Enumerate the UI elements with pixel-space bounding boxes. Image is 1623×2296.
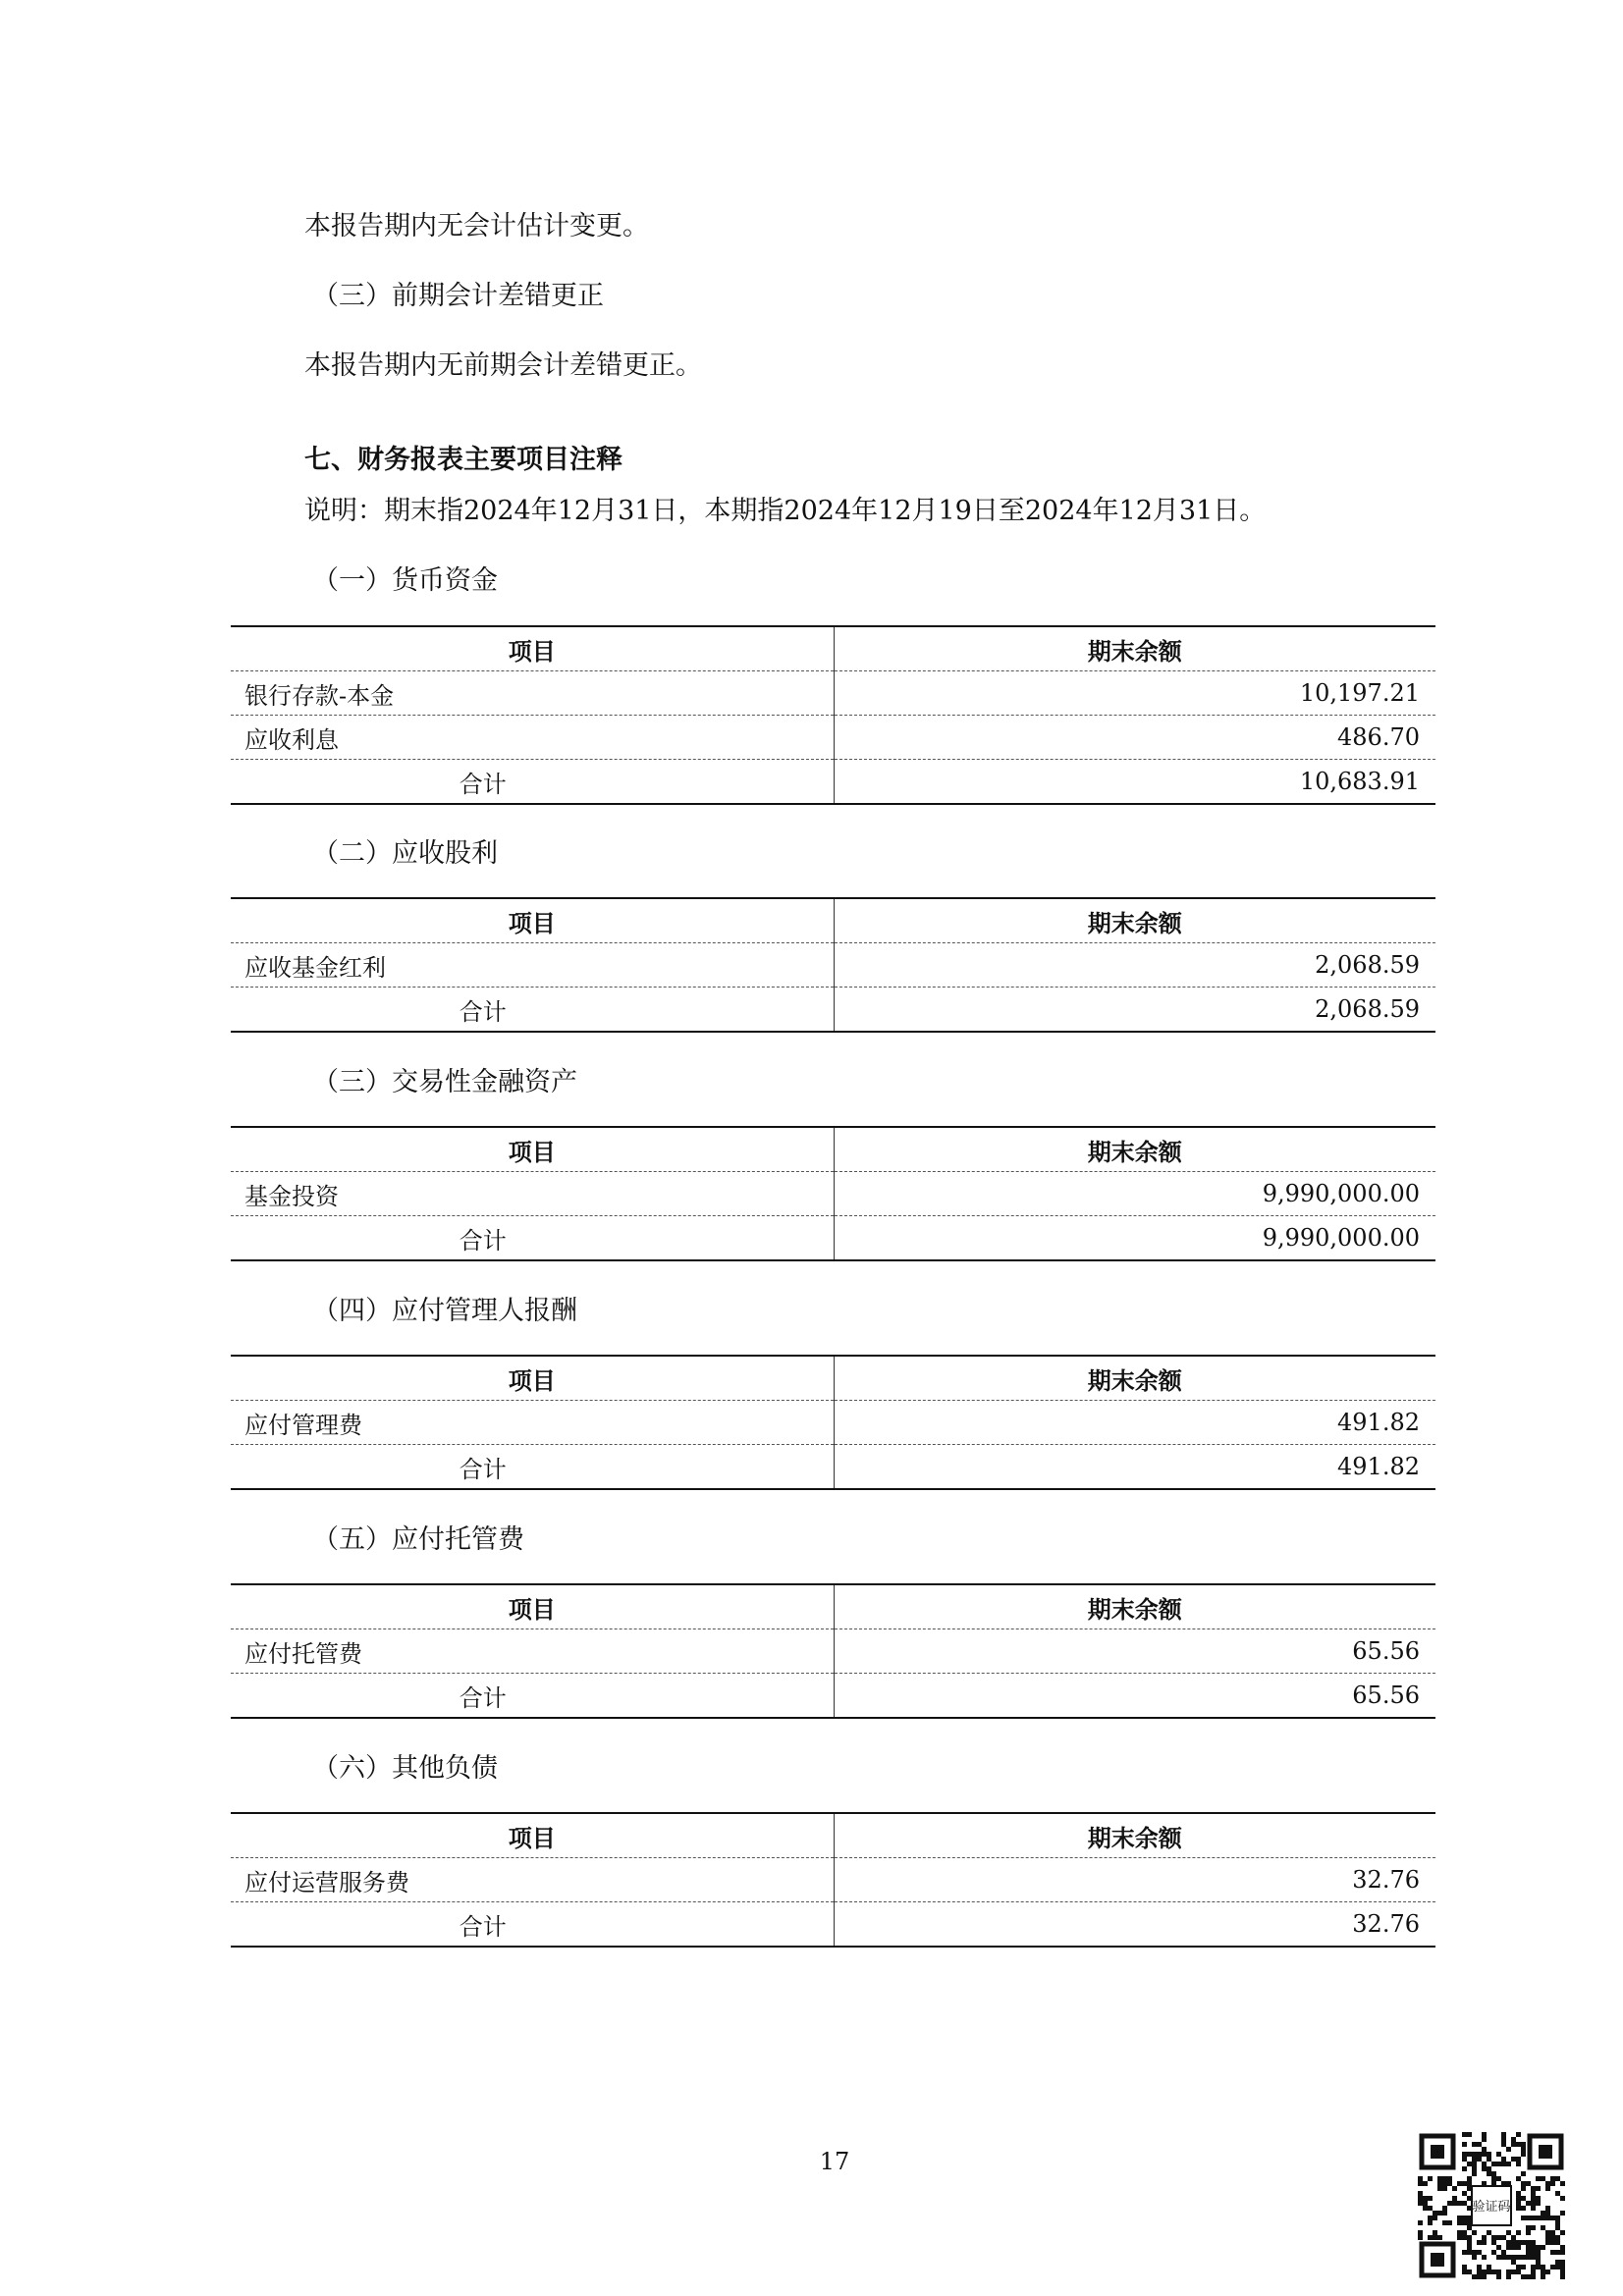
column-header-item: 项目 (231, 1356, 834, 1401)
column-header-ending-balance: 期末余额 (834, 898, 1435, 943)
paragraph-no-estimate-change: 本报告期内无会计估计变更。 (304, 211, 649, 241)
total-value: 9,990,000.00 (834, 1216, 1435, 1261)
table-header-row (231, 1813, 1435, 1858)
table-header-row (231, 626, 1435, 671)
total-label: 合计 (231, 988, 834, 1033)
row-value: 9,990,000.00 (834, 1172, 1435, 1216)
total-label: 合计 (231, 1216, 834, 1261)
total-row (231, 1216, 1435, 1261)
table-trading-assets (231, 1126, 1435, 1261)
column-header-ending-balance: 期末余额 (834, 1356, 1435, 1401)
table-header-row (231, 1584, 1435, 1629)
table-header-row (231, 1127, 1435, 1172)
table-row (231, 1172, 1435, 1216)
table-cash (231, 625, 1435, 805)
total-value: 10,683.91 (834, 760, 1435, 805)
row-label: 应付托管费 (231, 1629, 834, 1674)
column-header-ending-balance: 期末余额 (834, 1584, 1435, 1629)
section-title: 七、财务报表主要项目注释 (304, 445, 622, 475)
table-dividends (231, 897, 1435, 1033)
row-value: 486.70 (834, 716, 1435, 760)
table-custody-fee (231, 1583, 1435, 1719)
column-header-item: 项目 (231, 1584, 834, 1629)
total-value: 491.82 (834, 1445, 1435, 1490)
table-other-liabilities (231, 1812, 1435, 1948)
table-title-cash: （一）货币资金 (312, 565, 498, 596)
table-header-row (231, 1356, 1435, 1401)
table-row (231, 671, 1435, 716)
column-header-item: 项目 (231, 898, 834, 943)
total-value: 2,068.59 (834, 988, 1435, 1033)
table-row (231, 1401, 1435, 1445)
total-row (231, 760, 1435, 805)
total-label: 合计 (231, 1445, 834, 1490)
total-value: 65.56 (834, 1674, 1435, 1719)
row-label: 基金投资 (231, 1172, 834, 1216)
row-label: 应付运营服务费 (231, 1858, 834, 1902)
row-value: 32.76 (834, 1858, 1435, 1902)
column-header-item: 项目 (231, 1127, 834, 1172)
total-label: 合计 (231, 1674, 834, 1719)
table-row (231, 943, 1435, 988)
page-number: 17 (819, 2148, 850, 2175)
row-value: 2,068.59 (834, 943, 1435, 988)
qr-overlay-text: 验证码 (1472, 2200, 1511, 2215)
total-row (231, 1902, 1435, 1948)
column-header-ending-balance: 期末余额 (834, 1813, 1435, 1858)
total-row (231, 988, 1435, 1033)
total-label: 合计 (231, 1902, 834, 1948)
table-title-custody-fee: （五）应付托管费 (312, 1524, 524, 1555)
row-label: 应收基金红利 (231, 943, 834, 988)
row-label: 应收利息 (231, 716, 834, 760)
table-row (231, 1629, 1435, 1674)
table-title-trading-assets: （三）交易性金融资产 (312, 1067, 577, 1097)
table-row (231, 1858, 1435, 1902)
row-value: 491.82 (834, 1401, 1435, 1445)
column-header-ending-balance: 期末余额 (834, 626, 1435, 671)
period-note: 说明：期末指2024年12月31日，本期指2024年12月19日至2024年12月31日。 (304, 496, 1267, 526)
qr-code-icon[interactable] (1418, 2132, 1565, 2279)
total-row (231, 1445, 1435, 1490)
total-value: 32.76 (834, 1902, 1435, 1948)
row-label: 银行存款-本金 (231, 671, 834, 716)
row-value: 10,197.21 (834, 671, 1435, 716)
table-header-row (231, 898, 1435, 943)
row-value: 65.56 (834, 1629, 1435, 1674)
table-row (231, 716, 1435, 760)
column-header-ending-balance: 期末余额 (834, 1127, 1435, 1172)
column-header-item: 项目 (231, 626, 834, 671)
table-manager-fee (231, 1355, 1435, 1490)
table-title-dividends: （二）应收股利 (312, 838, 498, 869)
column-header-item: 项目 (231, 1813, 834, 1858)
table-title-manager-fee: （四）应付管理人报酬 (312, 1296, 577, 1326)
total-row (231, 1674, 1435, 1719)
table-title-other-liabilities: （六）其他负债 (312, 1753, 498, 1784)
row-label: 应付管理费 (231, 1401, 834, 1445)
subsection-prior-period-errors: （三）前期会计差错更正 (312, 281, 604, 311)
paragraph-no-prior-errors: 本报告期内无前期会计差错更正。 (304, 350, 702, 381)
total-label: 合计 (231, 760, 834, 805)
